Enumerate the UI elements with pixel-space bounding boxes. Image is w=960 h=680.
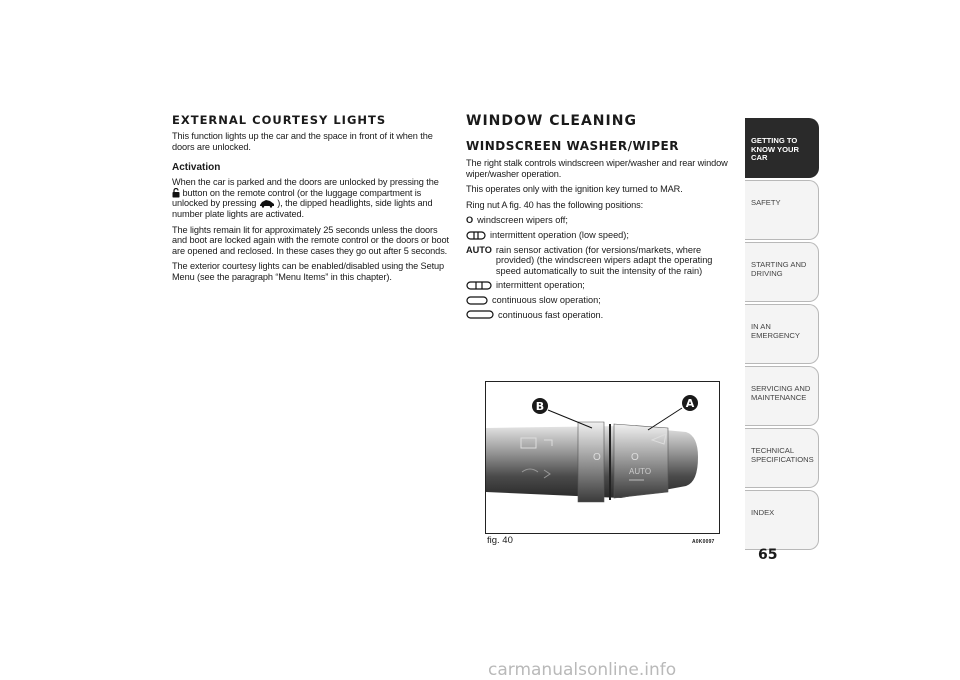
continuous-fast-icon [466, 310, 494, 319]
activation-paragraph-3: The exterior courtesy lights can be enabled/disabled using the Setup Menu (see the paragraph “Menu Items” in this chapter). [172, 261, 445, 282]
tab-safety[interactable]: SAFETY [745, 180, 819, 240]
svg-text:B: B [535, 400, 545, 413]
auto-symbol: AUTO [466, 244, 492, 255]
left-column [172, 113, 454, 288]
off-symbol: O [466, 215, 474, 226]
ring-nut-positions [466, 215, 736, 320]
ring-b-off-mark: O [593, 452, 601, 463]
tab-starting-and-driving[interactable]: STARTING AND DRIVING [745, 242, 819, 302]
activation-heading: Activation [172, 162, 221, 174]
section-heading-window-cleaning: WINDOW CLEANING [466, 113, 637, 129]
right-column [466, 113, 736, 324]
wiper-paragraph-1: The right stalk controls windscreen wiper/washer and rear window wiper/washer operation. [466, 158, 728, 179]
continuous-slow-icon [466, 296, 488, 305]
wiper-paragraph-2: This operates only with the ignition key turned to MAR. [466, 184, 683, 195]
watermark: carmanualsonline.info [488, 660, 677, 680]
tab-index[interactable]: INDEX [745, 490, 819, 550]
activation-paragraph-2: The lights remain lit for approximately 25 seconds unless the doors and boot are locked again with the remote control or the doors or boot are opened and reclosed. In these cases they go out after 5 seconds. [172, 224, 449, 256]
wiper-stalk-illustration [486, 382, 719, 533]
list-item: intermittent operation; [466, 280, 736, 291]
list-item: continuous slow operation; [466, 295, 736, 306]
padlock-open-icon [172, 188, 180, 198]
section-heading-courtesy-lights: EXTERNAL COURTESY LIGHTS [172, 113, 387, 127]
list-item: intermittent operation (low speed); [466, 230, 736, 241]
figure-code: A0K0097 [692, 539, 715, 545]
car-boot-icon [259, 199, 275, 208]
figure-wiper-stalk [485, 381, 720, 534]
figure-label: fig. 40 [487, 535, 513, 546]
tab-servicing-and-maintenance[interactable]: SERVICING AND MAINTENANCE [745, 366, 819, 426]
wiper-paragraph-3: Ring nut A fig. 40 has the following positions: [466, 199, 644, 210]
svg-text:A: A [685, 397, 695, 410]
chapter-tabs [745, 118, 819, 552]
intermittent-icon [466, 281, 492, 290]
activation-paragraph-1: When the car is parked and the doors are unlocked by pressing the button on the remote control (or the luggage compartment is unlocked by pressing ), the dipped headlights, side lights and number plate lights are activated. [172, 177, 439, 219]
stalk-auto-label: AUTO [629, 467, 652, 476]
intermittent-low-icon [466, 231, 486, 240]
subheading-washer-wiper: WINDSCREEN WASHER/WIPER [466, 139, 679, 153]
courtesy-intro: This function lights up the car and the space in front of it when the doors are unlocked. [172, 131, 433, 152]
tab-getting-to-know-your-car[interactable]: GETTING TO KNOW YOUR CAR [745, 118, 819, 178]
list-item: O windscreen wipers off; [466, 215, 568, 226]
list-item: continuous fast operation. [466, 310, 736, 321]
ring-a-off-mark: O [631, 452, 639, 463]
tab-in-an-emergency[interactable]: IN AN EMERGENCY [745, 304, 819, 364]
tab-technical-specifications[interactable]: TECHNICAL SPECIFICATIONS [745, 428, 819, 488]
page-number: 65 [758, 547, 778, 563]
list-item: AUTO rain sensor activation (for versions/markets, where provided) (the windscreen wipers adapt the operating speed automatically to suit the intensity of the rain) [466, 244, 713, 276]
